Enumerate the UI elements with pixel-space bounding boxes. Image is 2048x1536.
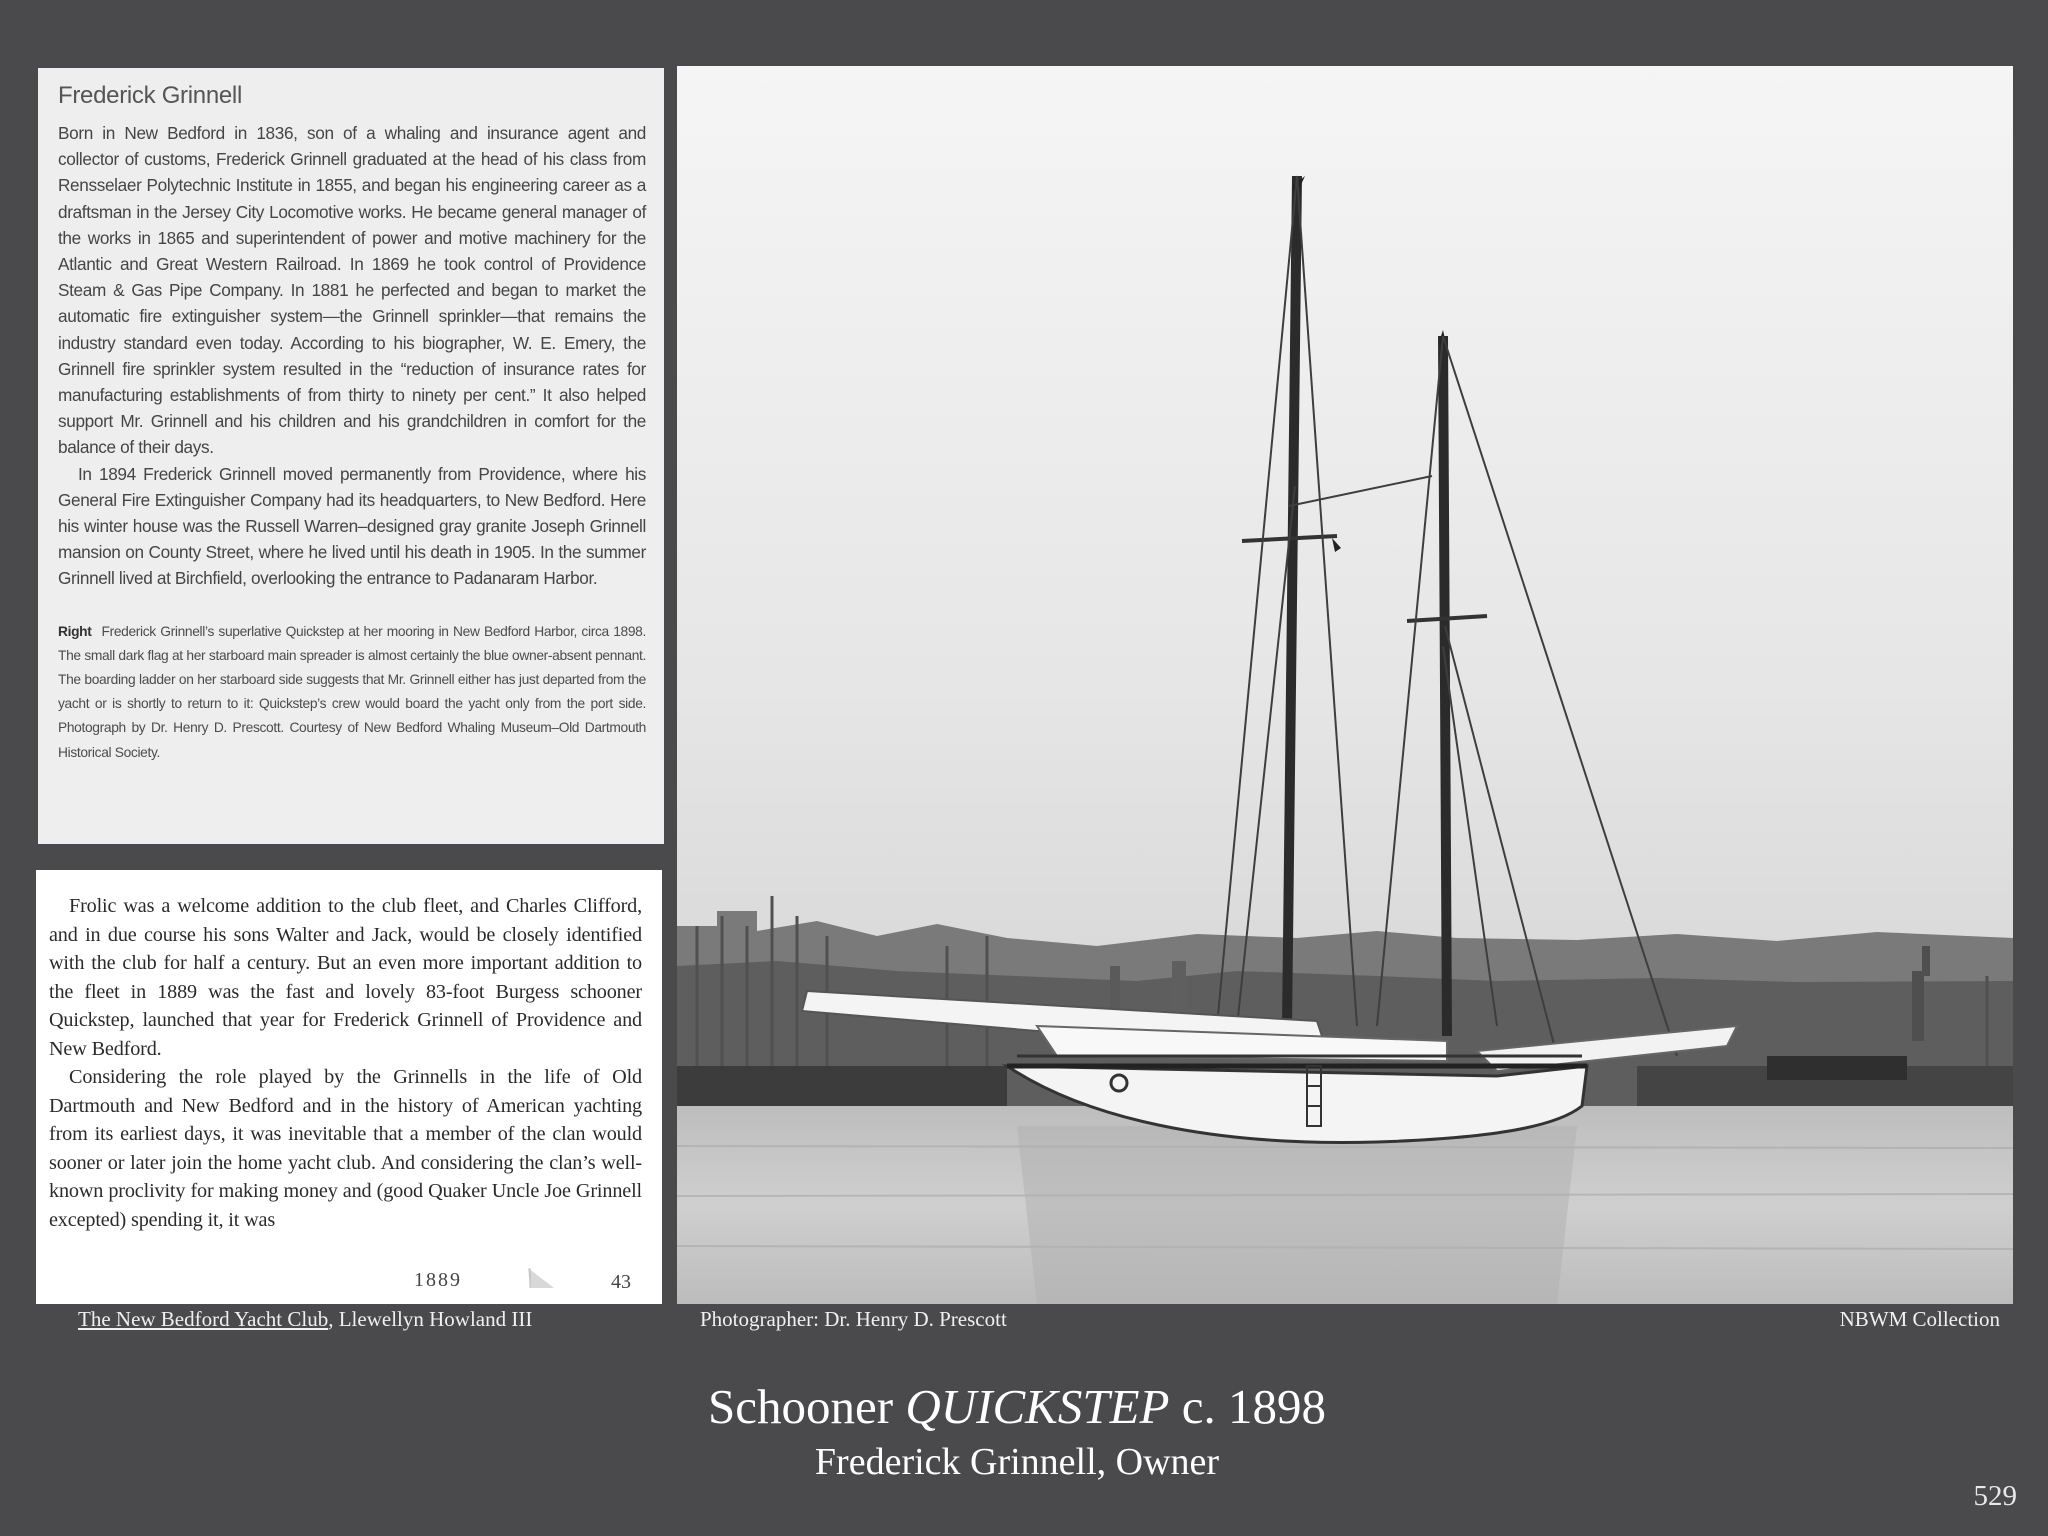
collection-credit: NBWM Collection — [1839, 1307, 2000, 1331]
slide-title-suffix: c. 1898 — [1169, 1379, 1326, 1434]
slide-number: 529 — [1973, 1480, 2017, 1512]
schooner-photo-illustration — [677, 66, 2013, 1304]
book-page-excerpt — [36, 870, 662, 1304]
biography-paragraph-1: Born in New Bedford in 1836, son of a whaling and insurance agent and collector of customs, Frederick Grinnell graduated at the head of his class from Rensselaer Polytechnic Institute in 1855, and began his engineering career as a draftsman in the Jersey City Locomotive works. He became general manager of the works in 1865 and superintendent of power and motive machinery for the Atlantic and Great Western Railroad. In 1869 he took control of Providence Steam & Gas Pipe Company. In 1881 he perfected and began to market the automatic fire extinguisher system—the Grinnell sprinkler—that remains the industry standard even today. According to his biographer, W. E. Emery, the Grinnell fire sprinkler system resulted in the “reduction of insurance rates for manufacturing establishments of from thirty to ninety per cent.” It also helped support Mr. Grinnell and his children and his grandchildren in comfort for the balance of their days. — [58, 123, 646, 458]
book-page-number: 43 — [611, 1271, 631, 1293]
slide-title — [0, 1378, 2034, 1435]
slide-title-prefix: Schooner — [708, 1379, 906, 1434]
book-paragraph-2: Considering the role played by the Grinnells in the life of Old Dartmouth and New Bedford and in the history of American yachting from its earliest days, it was inevitable that a member of the clan would sooner or later join the home yacht club. And considering the clan’s well-known proclivity for making money and (good Quaker Uncle Joe Grinnell excepted) spending it, it was — [49, 1066, 642, 1231]
book-source-credit — [78, 1307, 532, 1332]
book-page-footer — [36, 1264, 662, 1298]
biography-paragraph-2: In 1894 Frederick Grinnell moved permanently from Providence, where his General Fire Extinguisher Company had its headquarters, to New Bedford. Here his winter house was the Russell Warren–designed gray granite Joseph Grinnell mansion on County Street, where he lived until his death in 1905. In the summer Grinnell lived at Birchfield, overlooking the entrance to Padanaram Harbor. — [58, 463, 646, 589]
schooner-photograph — [677, 66, 2013, 1304]
caption-text: Frederick Grinnell’s superlative Quickstep at her mooring in New Bedford Harbor, circa 1898. The small dark flag at her starboard main spreader is almost certainly the blue owner-absent pennant. The boarding ladder on her starboard side suggests that Mr. Grinnell either has just departed from the yacht or is shortly to return to it: Quickstep’s crew would board the yacht only from the port side. Photograph by Dr. Henry D. Prescott. Courtesy of New Bedford Whaling Museum–Old Dartmouth Historical Society. — [58, 623, 646, 760]
photo-caption — [58, 620, 646, 765]
caption-label: Right — [58, 623, 92, 639]
slide-title-boat-name: QUICKSTEP — [905, 1379, 1170, 1434]
book-author: , Llewellyn Howland III — [328, 1307, 533, 1331]
biography-title: Frederick Grinnell — [58, 82, 242, 109]
sailboat-ornament-icon — [524, 1266, 560, 1292]
book-paragraph-1: Frolic was a welcome addition to the club fleet, and Charles Clifford, and in due course his sons Walter and Jack, would be closely identified with the club for half a century. But an even more important addition to the fleet in 1889 was the fast and lovely 83-foot Burgess schooner Quickstep, launched that year for Frederick Grinnell of Providence and New Bedford. — [49, 895, 642, 1060]
slide-subtitle: Frederick Grinnell, Owner — [814, 1441, 1220, 1483]
photographer-credit: Photographer: Dr. Henry D. Prescott — [700, 1307, 1007, 1331]
biography-scan-panel — [38, 68, 664, 844]
book-chapter-year: 1889 — [414, 1269, 462, 1291]
book-title-link[interactable]: The New Bedford Yacht Club — [78, 1307, 329, 1331]
